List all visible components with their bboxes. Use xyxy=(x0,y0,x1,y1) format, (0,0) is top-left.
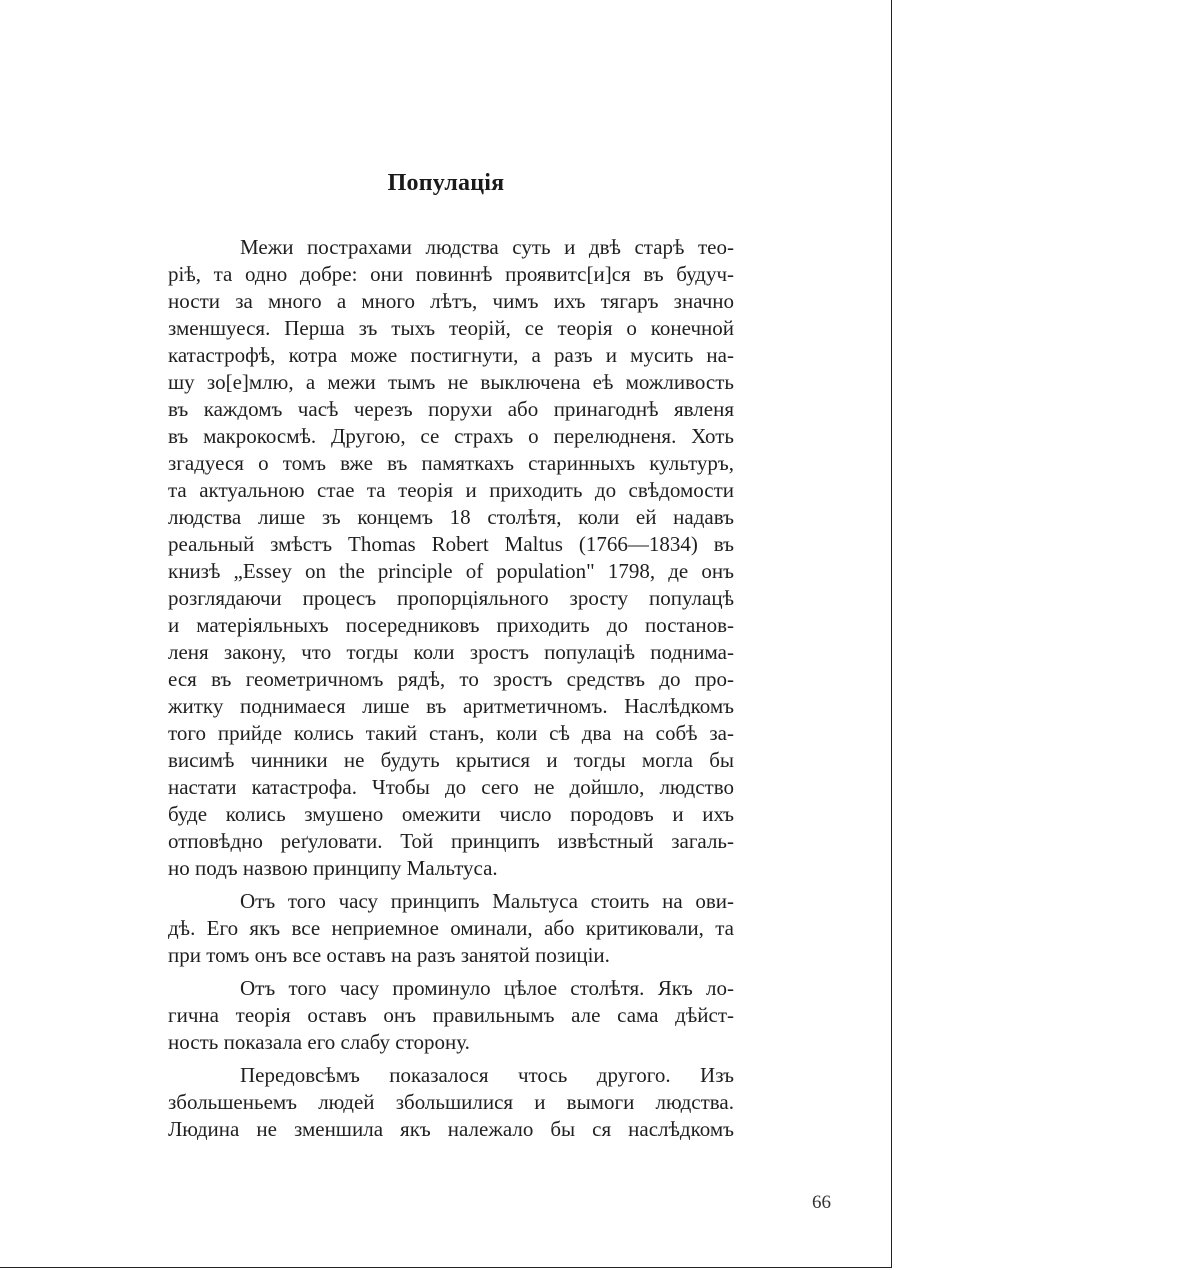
text-line: людства лише зъ концемъ 18 столѣтя, коли ей надавъ xyxy=(168,505,734,529)
text-line: розглядаючи процесъ пропорцiяльного зросту популацѣ xyxy=(168,586,734,610)
text-line: еся въ геометричномъ рядѣ, то зростъ средствъ до про- xyxy=(168,667,734,691)
text-line: книзѣ „Essey on the principle of population" 1798, де онъ xyxy=(168,559,734,583)
body-text xyxy=(168,234,734,1149)
text-line: буде колись змушено омежити число породовъ и ихъ xyxy=(168,802,734,826)
paragraph-4 xyxy=(168,1062,734,1143)
text-line: въ каждомъ часѣ черезъ порухи або принагоднѣ явленя xyxy=(168,397,734,421)
text-line: Отъ того часу проминуло цѣлое столѣтя. Якъ ло- xyxy=(240,976,734,1000)
page-title: Популація xyxy=(387,170,505,196)
text-line: и матерiяльныхъ посередниковъ приходить до постанов- xyxy=(168,613,734,637)
page-number: 66 xyxy=(812,1192,831,1213)
text-line: дѣ. Его якъ все неприемное оминали, або критиковали, та xyxy=(168,916,734,940)
text-line: згадуеся о томъ вже въ памяткахъ старинныхъ культуръ, xyxy=(168,451,734,475)
text-line: шу зо[е]млю, а межи тымъ не выключена еѣ можливость xyxy=(168,370,734,394)
text-line: катастрофѣ, котра може постигнути, а разъ и мусить на- xyxy=(168,343,734,367)
text-line: настати катастрофа. Чтобы до сего не дойшло, людство xyxy=(168,775,734,799)
text-line: при томъ онъ все оставъ на разъ занятой позицiи. xyxy=(168,943,610,967)
text-line: но подъ назвою принципу Мальтуса. xyxy=(168,856,498,880)
text-line: зменшуеся. Перша зъ тыхъ теорiй, се теорiя о конечной xyxy=(168,316,734,340)
text-line: гична теорiя оставъ онъ правильнымъ але сама дѣйст- xyxy=(168,1003,734,1027)
text-line: Передовсѣмъ показалося чтось другого. Изъ xyxy=(240,1063,734,1087)
text-line: рiѣ, та одно добре: они повиннѣ проявитс[и]ся въ будуч- xyxy=(168,262,734,286)
text-line: отповѣдно реґуловати. Той принципъ извѣстный загаль- xyxy=(168,829,734,853)
text-line: збольшеньемъ людей збольшилися и вымоги людства. xyxy=(168,1090,734,1114)
text-line: реальный змѣстъ Thomas Robert Maltus (1766—1834) въ xyxy=(168,532,734,556)
text-line: житку поднимаеся лише въ аритметичномъ. Наслѣдкомъ xyxy=(168,694,734,718)
paragraph-2 xyxy=(168,888,734,969)
text-line: леня закону, что тогды коли зростъ популацiѣ поднима- xyxy=(168,640,734,664)
text-line: Отъ того часу принципъ Мальтуса стоить на ови- xyxy=(240,889,734,913)
text-line: ность показала его слабу сторону. xyxy=(168,1030,470,1054)
text-line: въ макрокосмѣ. Другою, се страхъ о перелюдненя. Хоть xyxy=(168,424,734,448)
paragraph-3 xyxy=(168,975,734,1056)
text-line: Межи пострахами людства суть и двѣ старѣ тео- xyxy=(240,235,734,259)
text-line: ности за много а много лѣтъ, чимъ ихъ тягаръ значно xyxy=(168,289,734,313)
text-line: того прийде колись такий станъ, коли сѣ два на собѣ за- xyxy=(168,721,734,745)
text-line: та актуальною стае та теорiя и приходить до свѣдомости xyxy=(168,478,734,502)
paragraph-1 xyxy=(168,234,734,882)
text-line: висимѣ чинники не будуть крытися и тогды могла бы xyxy=(168,748,734,772)
text-line: Людина не зменшила якъ належало бы ся наслѣдкомъ xyxy=(168,1117,734,1141)
